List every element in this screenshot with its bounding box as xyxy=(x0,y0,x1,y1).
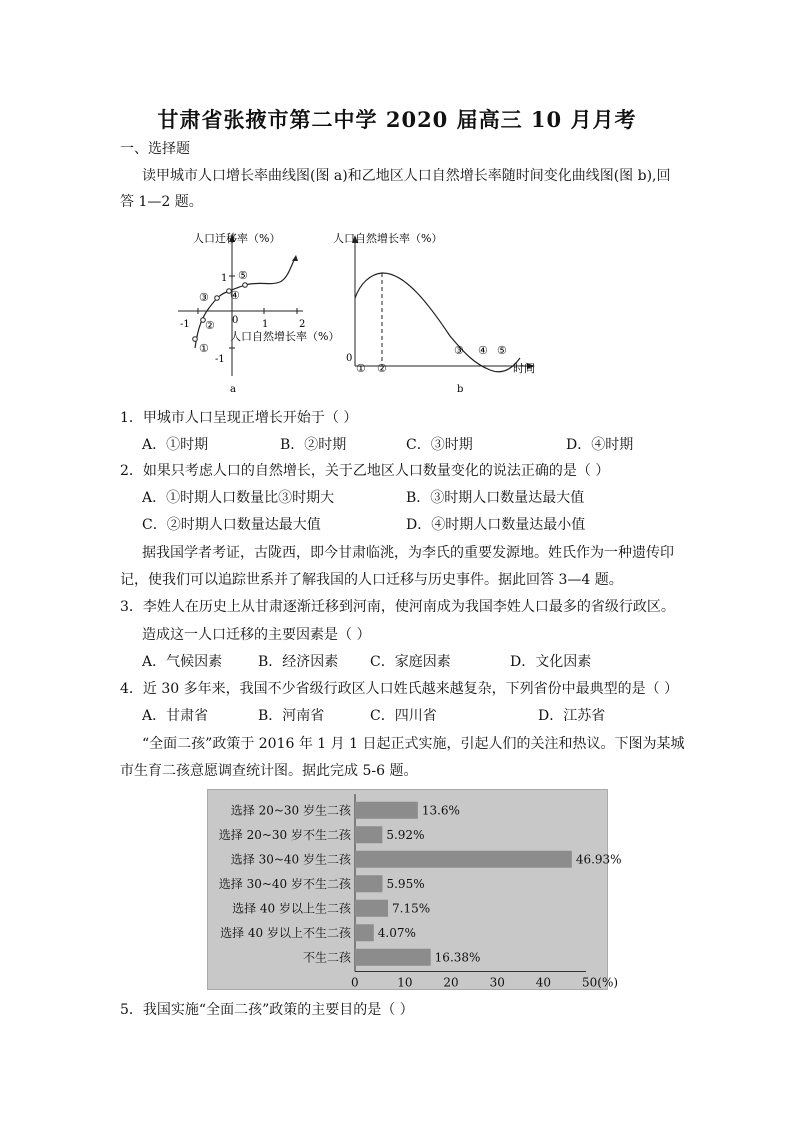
chart-value-label: 16.38% xyxy=(434,950,481,965)
intro1-line1: 读甲城市人口增长率曲线图(图 a)和乙地区人口自然增长率随时间变化曲线图(图 b),回 xyxy=(142,168,671,184)
q2-stem: 2．如果只考虑人口的自然增长，关于乙地区人口数量变化的说法正确的是（ ） xyxy=(120,463,610,479)
fig-b-curve xyxy=(355,273,520,372)
q5-stem: 5．我国实施“全面二孩”政策的主要目的是（ ） xyxy=(120,1002,414,1018)
fig-a-label-3: ③ xyxy=(199,291,209,304)
chart-bar xyxy=(355,802,418,819)
fig-a-tick: -1 xyxy=(215,354,225,365)
chart-bar xyxy=(355,900,388,917)
intro2-line1: 据我国学者考证，古陇西，即今甘肃临洮，为李氏的重要发源地。姓氏作为一种遗传印 xyxy=(142,545,674,561)
fig-b-xlabel: 时间 xyxy=(513,362,535,375)
fig-b-label-2: ② xyxy=(377,362,387,375)
chart-value-label: 13.6% xyxy=(421,803,460,818)
fig-a-tick: 2 xyxy=(299,319,306,330)
fig-a-tick: 0 xyxy=(232,315,239,326)
intro2-line2: 记，使我们可以追踪世系并了解我国的人口迁移与历史事件。据此回答 3—4 题。 xyxy=(120,572,623,588)
chart-value-label: 4.07% xyxy=(377,925,416,940)
q3-option-a: A．气候因素 xyxy=(142,654,223,670)
fig-b-ylabel: 人口自然增长率（%） xyxy=(333,232,443,245)
chart-tick-label: 40 xyxy=(535,975,552,990)
chart-value-label: 7.15% xyxy=(392,901,431,916)
fig-a-label-1: ① xyxy=(199,342,209,355)
fig-a-point-1 xyxy=(193,337,198,342)
fig-a-point-5 xyxy=(243,283,248,288)
q2-option-b: B．③时期人口数量达最大值 xyxy=(406,490,585,506)
chart-bar xyxy=(355,949,431,966)
chart-value-label: 5.92% xyxy=(386,827,425,842)
q3-stem-line2: 造成这一人口迁移的主要因素是（ ） xyxy=(142,627,371,643)
q4-option-d: D．江苏省 xyxy=(538,708,606,724)
chart-category-label: 选择 20~30 岁生二孩 xyxy=(230,803,351,818)
q3-option-b: B．经济因素 xyxy=(258,654,339,670)
chart-bar xyxy=(355,924,374,941)
q2-option-a: A．①时期人口数量比③时期大 xyxy=(142,490,335,506)
fig-b-caption: b xyxy=(457,384,464,395)
chart-tick-label: 30 xyxy=(489,975,505,990)
q2-option-c: C．②时期人口数量达最大值 xyxy=(142,517,321,533)
q3-option-d: D．文化因素 xyxy=(510,654,592,670)
chart-bar xyxy=(355,851,572,868)
chart-category-label: 选择 30~40 岁生二孩 xyxy=(230,852,351,867)
fig-a-tick: 1 xyxy=(262,319,269,330)
survey-bar-chart xyxy=(208,790,622,990)
q1-option-d: D．④时期 xyxy=(566,437,634,453)
fig-a-caption: a xyxy=(230,384,236,395)
chart-category-label: 选择 40 岁以上不生二孩 xyxy=(220,925,351,940)
fig-b-label-1: ① xyxy=(356,362,366,375)
q1-stem: 1．甲城市人口呈现正增长开始于（ ） xyxy=(120,410,358,426)
chart-bar xyxy=(355,875,382,892)
q1-option-b: B．②时期 xyxy=(280,437,347,453)
q3-stem-line1: 3．李姓人在历史上从甘肃逐渐迁移到河南，使河南成为我国李姓人口最多的省级行政区。 xyxy=(120,599,675,615)
q1-option-a: A．①时期 xyxy=(142,437,209,453)
section-heading: 一、选择题 xyxy=(120,141,190,157)
fig-b-label-5: ⑤ xyxy=(497,344,507,357)
survey-chart-panel xyxy=(207,789,622,990)
q1-option-c: C．③时期 xyxy=(406,437,473,453)
fig-a-point-3 xyxy=(215,296,220,301)
figure-a xyxy=(175,226,340,396)
q3-option-c: C．家庭因素 xyxy=(370,654,451,670)
chart-value-label: 5.95% xyxy=(386,876,425,891)
chart-category-label: 选择 20~30 岁不生二孩 xyxy=(218,827,351,842)
chart-value-label: 46.93% xyxy=(575,852,622,867)
q4-option-c: C．四川省 xyxy=(370,708,437,724)
intro3-line2: 市生育二孩意愿调查统计图。据此完成 5-6 题。 xyxy=(120,763,418,779)
fig-a-label-5: ⑤ xyxy=(238,269,248,282)
fig-a-xlabel: 人口自然增长率（%） xyxy=(230,330,340,343)
fig-a-tick: 1 xyxy=(221,273,228,284)
chart-tick-label: 10 xyxy=(397,975,413,990)
intro3-line1: “全面二孩”政策于 2016 年 1 月 1 日起正式实施，引起人们的关注和热议。下图为某城 xyxy=(142,736,685,752)
figure-b xyxy=(330,226,550,396)
fig-a-label-2: ② xyxy=(205,319,215,332)
fig-b-label-3: ③ xyxy=(454,344,464,357)
intro1-line2: 答 1—2 题。 xyxy=(120,194,203,210)
fig-b-origin: 0 xyxy=(346,353,353,364)
q4-stem: 4．近 30 多年来，我国不少省级行政区人口姓氏越来越复杂，下列省份中最典型的是（ ） xyxy=(120,681,679,697)
q2-option-d: D．④时期人口数量达最小值 xyxy=(406,517,586,533)
q4-option-b: B．河南省 xyxy=(258,708,325,724)
fig-b-label-4: ④ xyxy=(478,344,488,357)
chart-tick-label: 20 xyxy=(443,975,459,990)
chart-bar xyxy=(355,826,382,843)
chart-tick-label: 0 xyxy=(351,975,359,990)
chart-category-label: 选择 40 岁以上生二孩 xyxy=(232,901,351,916)
fig-a-label-4: ④ xyxy=(230,289,240,302)
fig-a-ylabel: 人口迁移率（%） xyxy=(193,232,281,245)
chart-category-label: 不生二孩 xyxy=(302,950,351,965)
page-title: 甘肃省张掖市第二中学 2020 届高三 10 月月考 xyxy=(157,107,637,132)
chart-category-label: 选择 30~40 岁不生二孩 xyxy=(218,876,351,891)
q4-option-a: A．甘肃省 xyxy=(142,708,209,724)
chart-tick-label: 50(%) xyxy=(582,975,619,990)
fig-a-tick: -1 xyxy=(180,319,190,330)
